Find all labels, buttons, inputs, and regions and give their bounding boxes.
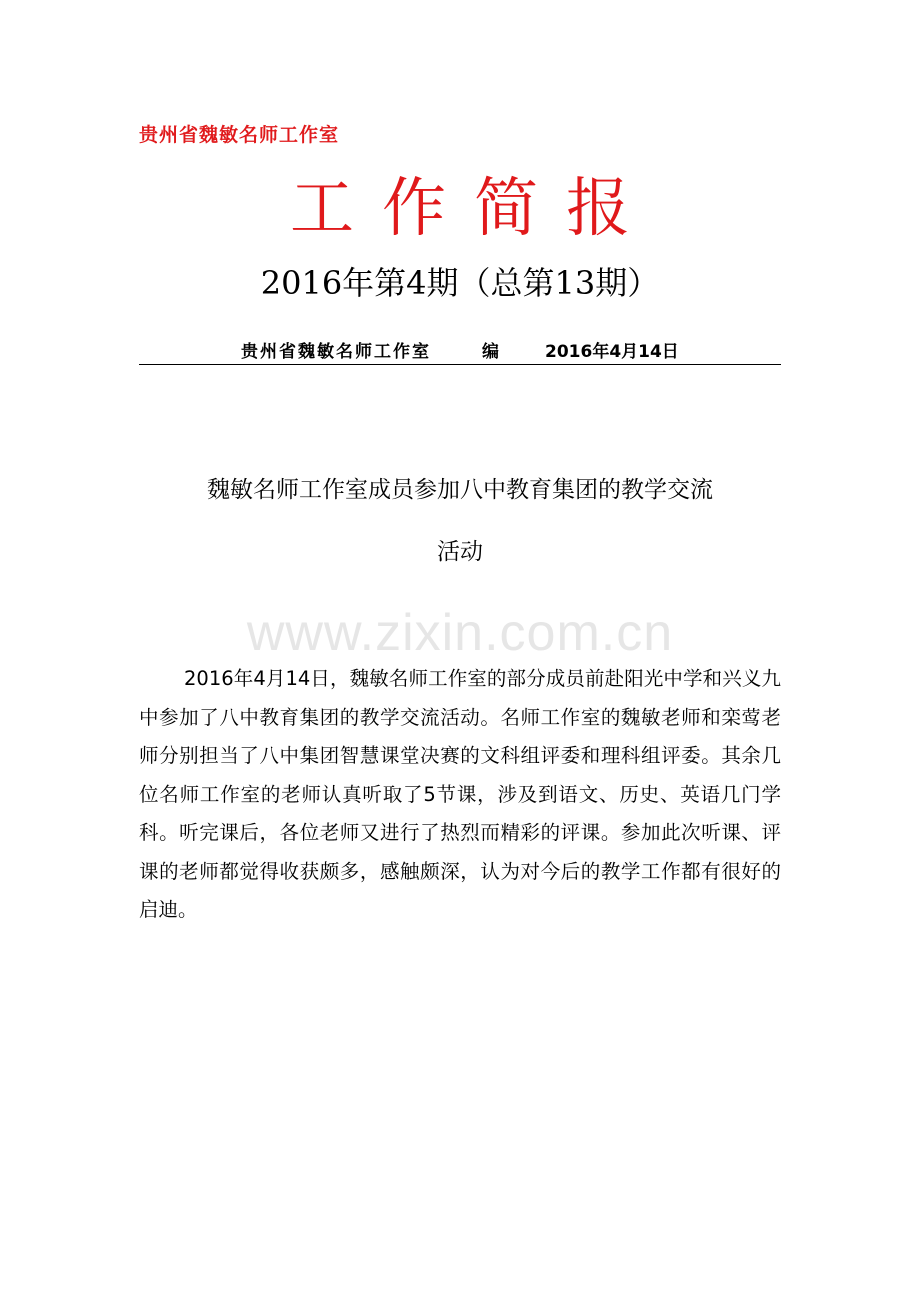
article-body: 2016年4月14日，魏敏名师工作室的部分成员前赴阳光中学和兴义九中参加了八中教育集团的教学交流活动。名师工作室的魏敏老师和栾莺老师分别担当了八中集团智慧课堂决赛的文科组评委和理科组评委。其余几位名师工作室的老师认真听取了5节课，涉及到语文、历史、英语几门学科。听完课后，各位老师又进行了热烈而精彩的评课。参加此次听课、评课的老师都觉得收获颇多，感触颇深，认为对今后的教学工作都有很好的启迪。 <box>139 667 781 921</box>
watermark: www.zixin.com.cn <box>246 604 674 662</box>
edit-label: 编 <box>482 342 499 362</box>
editor-org: 贵州省魏敏名师工作室 <box>241 342 431 362</box>
editor-line <box>139 340 781 365</box>
publish-date: 2016年4月14日 <box>545 342 679 362</box>
bulletin-title: 工作简报 <box>290 172 658 246</box>
issue-number: 2016年第4期（总第13期） <box>260 264 660 302</box>
studio-name: 贵州省魏敏名师工作室 <box>139 124 340 146</box>
article-title-line2: 活动 <box>437 539 483 565</box>
article-title-line1: 魏敏名师工作室成员参加八中教育集团的教学交流 <box>207 477 713 503</box>
